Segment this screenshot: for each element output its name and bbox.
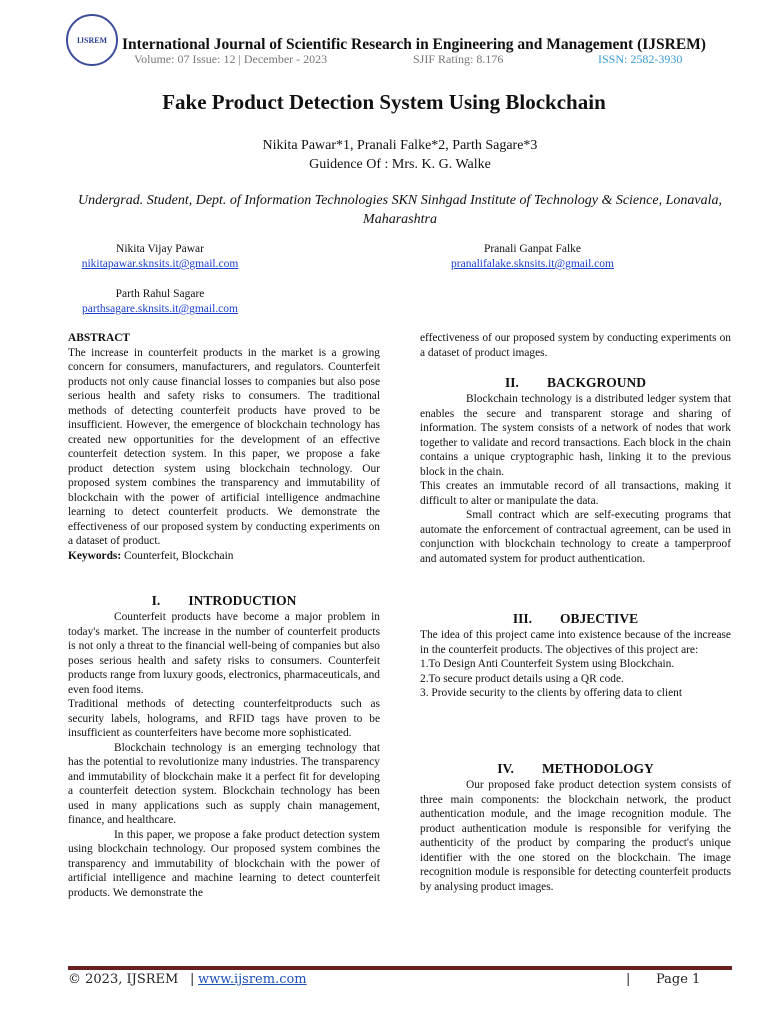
- methodology-section: [420, 760, 731, 894]
- objective-item: 1.To Design Anti Counterfeit System using Blockchain.: [420, 658, 675, 670]
- authors-block: [0, 136, 768, 174]
- paragraph: In this paper, we propose a fake product detection system using blockchain technology. Our proposed system combines the transparency and immutability of blockchain with the power of artificial intelligence and machine learning to detect counterfeit products. We demonstrate the: [68, 828, 380, 899]
- paragraph: Our proposed fake product detection system consists of three main components: the blockchain network, the product authentication module, and the image recognition module. The product authentication module is responsible for verifying the authenticity of the product by comparing the product's unique identifier with the one stored on the blockchain. The image recognition module is responsible for detecting counterfeit products by analysing product images.: [420, 779, 731, 893]
- paragraph: The idea of this project came into existence because of the increase in the counterfeit products. The objectives of this project are:: [420, 629, 731, 656]
- contact-2: [420, 242, 645, 272]
- contact-email-link[interactable]: pranalifalake.sknsits.it@gmail.com: [451, 258, 614, 270]
- ijsrem-logo: [66, 14, 118, 66]
- copyright: © 2023, IJSREM: [68, 972, 179, 987]
- guide: Guidence Of : Mrs. K. G. Walke: [309, 157, 491, 172]
- abstract-text: The increase in counterfeit products in the market is a growing concern for consumers, manufacturers, and regulators. Counterfeit products not only cause financial losses to companies but also pose serious health and safety risks to consumers. The traditional methods of detecting counterfeit products have proved to be insufficient. However, the emergence of blockchain technology has created new opportunities for the development of an effective counterfeit detection system. In this paper, we propose a fake product detection system using blockchain technology. Our proposed system combines the transparency and immutability of blockchain with the power of artificial intelligence andmachine learning to detect counterfeit products. We demonstrate the effectiveness of our proposed system by conducting experiments on a dataset of product.: [68, 346, 380, 547]
- paragraph: This creates an immutable record of all transactions, making it difficult to alter or manipulate the data.: [420, 480, 731, 507]
- abstract-section: [68, 331, 380, 563]
- paragraph: Counterfeit products have become a major problem in today's market. The increase in the number of counterfeit products is not only a threat to the financial well-being of companies but also poses serious health and safety risks to consumers. Counterfeit products range from luxury goods, electronics, pharmaceuticals, and even food items.: [68, 611, 380, 696]
- paragraph: Small contract which are self-executing programs that automate the enforcement of contractual agreement, can be used in conjunction with blockchain technology to create a tamperproof and automated system for product authentication.: [420, 509, 731, 565]
- issn: ISSN: 2582-3930: [598, 52, 683, 66]
- affiliation: Undergrad. Student, Dept. of Information Technologies SKN Sinhgad Institute of Technology & Science, Lonavala, Maharashtra: [78, 193, 722, 227]
- objective-item: 3. Provide security to the clients by offering data to client: [420, 687, 683, 699]
- journal-title: International Journal of Scientific Research in Engineering and Management (IJSREM): [122, 36, 706, 53]
- background-heading: II. BACKGROUND: [505, 375, 646, 390]
- sjif-rating: SJIF Rating: 8.176: [413, 52, 504, 66]
- paragraph: Traditional methods of detecting counterfeitproducts such as security labels, holograms, and RFID tags have proven to be insufficient as counterfeiters have become more sophisticated.: [68, 698, 380, 739]
- paragraph: Blockchain technology is a distributed ledger system that enables the secure and transparent storage and sharing of information. The system consists of a network of nodes that work together to validate and record transactions. Each block in the chain contains a unique cryptographic hash, linking it to the previous block in the chain.: [420, 393, 731, 478]
- contact-name: Nikita Vijay Pawar: [116, 243, 204, 255]
- objective-section: [420, 610, 731, 701]
- footer-separator: |: [626, 972, 631, 987]
- paragraph: effectiveness of our proposed system by conducting experiments on a dataset of product images.: [420, 332, 731, 359]
- contact-name: Parth Rahul Sagare: [115, 288, 205, 300]
- background-section: [420, 374, 731, 566]
- contact-1: [60, 242, 260, 272]
- page-number: Page 1: [656, 972, 701, 987]
- introduction-section: [68, 592, 380, 900]
- methodology-heading: IV. METHODOLOGY: [497, 761, 654, 776]
- introduction-heading: I. INTRODUCTION: [151, 593, 297, 608]
- abstract-heading: ABSTRACT: [68, 332, 131, 344]
- contact-name: Pranali Ganpat Falke: [483, 243, 582, 255]
- paragraph: Blockchain technology is an emerging technology that has the potential to revolutionize many industries. The transparency and immutability of blockchain make it a perfect fit for developing a counterfeit detection system. Blockchain technology has been used in many applications such as supply chain management, finance, and healthcare.: [68, 741, 380, 826]
- right-column: [420, 331, 731, 360]
- contact-email-link[interactable]: parthsagare.sknsits.it@gmail.com: [82, 303, 238, 315]
- objective-heading: III. OBJECTIVE: [512, 611, 639, 626]
- volume-info: Volume: 07 Issue: 12 | December - 2023: [134, 52, 328, 66]
- keywords-label: Keywords:: [68, 549, 122, 562]
- logo-text: IJSREM: [76, 35, 108, 45]
- paper-title: Fake Product Detection System Using Blockchain: [162, 90, 606, 114]
- website-link[interactable]: www.ijsrem.com: [198, 972, 307, 987]
- keywords: [68, 549, 380, 564]
- keywords-value: Counterfeit, Blockchain: [121, 549, 234, 562]
- footer-divider: [68, 966, 732, 970]
- contact-3: [60, 287, 260, 317]
- footer-separator: |: [190, 972, 195, 987]
- contact-email-link[interactable]: nikitapawar.sknsits.it@gmail.com: [81, 258, 239, 270]
- authors: Nikita Pawar*1, Pranali Falke*2, Parth Sagare*3: [262, 138, 538, 153]
- objective-item: 2.To secure product details using a QR code.: [420, 672, 624, 685]
